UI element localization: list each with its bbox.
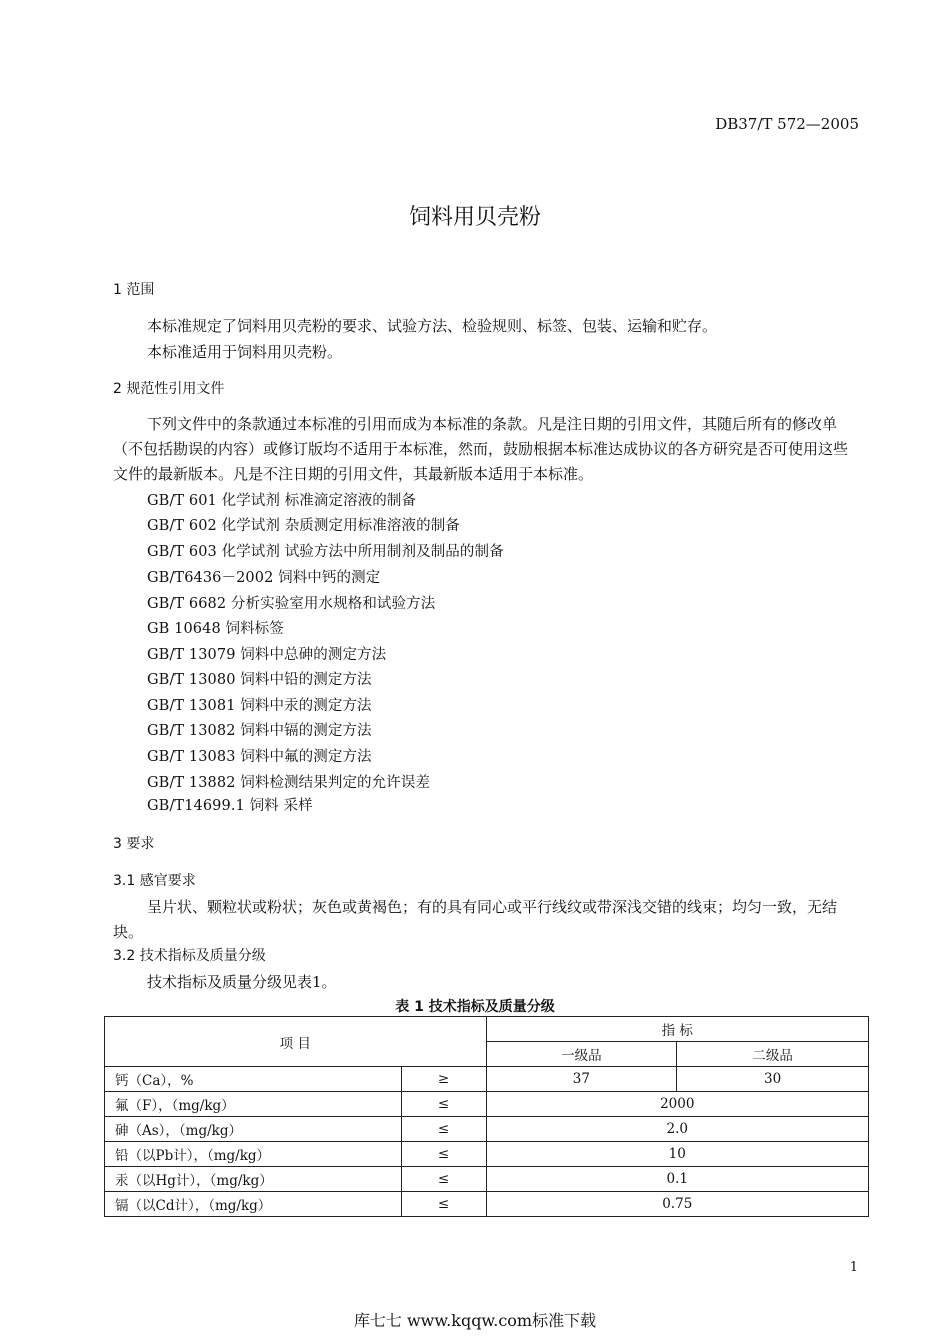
reference-item: GB/T 603 化学试剂 试验方法中所用制剂及制品的制备 — [147, 544, 504, 560]
reference-item: GB/T14699.1 饲料 采样 — [147, 798, 313, 814]
table-cell-value: 0.1 — [486, 1167, 868, 1192]
section-3-2-heading: 3.2 技术指标及质量分级 — [113, 948, 266, 964]
table-row — [105, 1092, 869, 1117]
section-3-1-heading: 3.1 感官要求 — [113, 873, 196, 889]
table-header-item: 项 目 — [105, 1017, 487, 1067]
table-header-grade1: 一级品 — [486, 1042, 677, 1067]
section-1-paragraph-2: 本标准适用于饲料用贝壳粉。 — [147, 343, 343, 361]
reference-item: GB/T 13081 饲料中汞的测定方法 — [147, 698, 372, 714]
reference-item: GB 10648 饲料标签 — [147, 621, 284, 637]
table-cell-operator: ≤ — [401, 1092, 486, 1117]
section-3-heading: 3 要求 — [113, 836, 155, 852]
reference-item: GB/T 13082 饲料中镉的测定方法 — [147, 723, 372, 739]
table-cell-value: 2.0 — [486, 1117, 868, 1142]
table-row — [105, 1117, 869, 1142]
section-3-2-text: 技术指标及质量分级见表1。 — [147, 973, 337, 991]
section-3-1-text: 呈片状、颗粒状或粉状；灰色或黄褐色；有的具有同心或平行线纹或带深浅交错的线束；均匀一致，无结块。 — [113, 898, 838, 941]
table-cell-operator: ≤ — [401, 1117, 486, 1142]
table-row — [105, 1167, 869, 1192]
reference-item: GB/T6436－2002 饲料中钙的测定 — [147, 570, 381, 586]
reference-item: GB/T 13079 饲料中总砷的测定方法 — [147, 647, 387, 663]
section-1-paragraph-1: 本标准规定了饲料用贝壳粉的要求、试验方法、检验规则、标签、包装、运输和贮存。 — [147, 317, 718, 335]
table-cell-item: 汞（以Hg计），（mg/kg） — [105, 1167, 402, 1192]
table-cell-operator: ≤ — [401, 1167, 486, 1192]
table-row — [105, 1192, 869, 1217]
footer-watermark-link[interactable]: 库七七 www.kqqw.com标准下载 — [353, 1311, 597, 1330]
table-row — [105, 1142, 869, 1167]
table-cell-grade2: 30 — [677, 1067, 869, 1092]
section-2-heading: 2 规范性引用文件 — [113, 381, 225, 397]
reference-item: GB/T 13882 饲料检测结果判定的允许误差 — [147, 775, 431, 791]
spec-table — [104, 1016, 869, 1217]
section-2-intro: 下列文件中的条款通过本标准的引用而成为本标准的条款。凡是注日期的引用文件，其随后所有的修改单（不包括勘误的内容）或修订版均不适用于本标准，然而，鼓励根据本标准达成协议的各方研究是否可使用这些文件的最新版本。凡是不注日期的引用文件，其最新版本适用于本标准。 — [113, 415, 849, 483]
table-cell-item: 镉（以Cd计），（mg/kg） — [105, 1192, 402, 1217]
section-1-heading: 1 范围 — [113, 282, 155, 298]
table-cell-value: 0.75 — [486, 1192, 868, 1217]
table-cell-value: 10 — [486, 1142, 868, 1167]
table-cell-value: 2000 — [486, 1092, 868, 1117]
reference-item: GB/T 6682 分析实验室用水规格和试验方法 — [147, 596, 436, 612]
table-caption: 表 1 技术指标及质量分级 — [395, 999, 555, 1015]
table-cell-operator: ≤ — [401, 1192, 486, 1217]
page-number: 1 — [849, 1260, 858, 1275]
table-header-index: 指 标 — [486, 1017, 868, 1042]
document-title: 饲料用贝壳粉 — [408, 205, 541, 230]
table-cell-grade1: 37 — [486, 1067, 677, 1092]
table-cell-operator: ≤ — [401, 1142, 486, 1167]
reference-item: GB/T 13083 饲料中氟的测定方法 — [147, 749, 372, 765]
table-cell-item: 铅（以Pb计），（mg/kg） — [105, 1142, 402, 1167]
document-code: DB37/T 572—2005 — [715, 115, 859, 133]
table-row — [105, 1067, 869, 1092]
reference-item: GB/T 13080 饲料中铅的测定方法 — [147, 672, 372, 688]
reference-item: GB/T 601 化学试剂 标准滴定溶液的制备 — [147, 493, 417, 509]
table-cell-operator: ≥ — [401, 1067, 486, 1092]
table-cell-item: 砷（As），（mg/kg） — [105, 1117, 402, 1142]
table-cell-item: 氟（F），（mg/kg） — [105, 1092, 402, 1117]
reference-item: GB/T 602 化学试剂 杂质测定用标准溶液的制备 — [147, 518, 460, 534]
table-cell-item: 钙（Ca），% — [105, 1067, 402, 1092]
table-header-grade2: 二级品 — [677, 1042, 869, 1067]
